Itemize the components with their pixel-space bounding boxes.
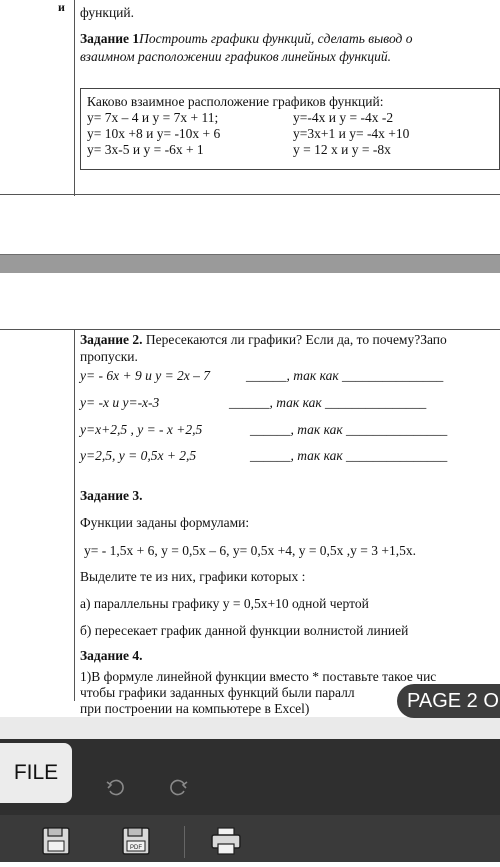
task4-line2: чтобы графики заданных функций были паралл (80, 685, 355, 700)
table-left-column-2 (0, 329, 75, 701)
left-column-mark: и (58, 0, 65, 14)
task2-text: Пересекаются ли графики? Если да, то почему?Запо (142, 332, 447, 347)
file-button-label[interactable]: FILE (13, 761, 59, 784)
intro-line: функций. (80, 5, 134, 20)
save-pdf-button[interactable] (110, 822, 162, 862)
document-page-1 (0, 0, 500, 196)
task2-row-1-blank: ______, так как _______________ (246, 368, 444, 383)
toolbar-divider (184, 826, 185, 858)
box-row-3-left: y= 3x-5 и y = -6x + 1 (87, 142, 204, 157)
task3-label: Задание 3. (80, 488, 143, 503)
undo-icon[interactable] (104, 776, 126, 798)
print-button[interactable] (200, 822, 252, 862)
document-page-2 (0, 329, 500, 701)
task2-text2: пропуски. (80, 349, 138, 364)
table-left-column (0, 0, 75, 196)
task4-label: Задание 4. (80, 648, 143, 663)
box-row-1-right: y=-4x и y = -4x -2 (293, 110, 394, 125)
page-indicator-badge: PAGE 2 O (397, 684, 500, 718)
pdf-icon (110, 822, 162, 862)
box-title: Каково взаимное расположение графиков функций: (87, 94, 384, 109)
box-row-2-right: y=3x+1 и y= -4x +10 (293, 126, 410, 141)
box-row-1-left: y= 7x – 4 и y = 7x + 11; (87, 110, 219, 125)
print-icon (200, 822, 252, 862)
save-button[interactable] (30, 822, 82, 862)
svg-text:PDF: PDF (130, 845, 142, 851)
table-top-border (0, 329, 500, 330)
task3-formulas: y= - 1,5x + 6, y = 0,5x – 6, y= 0,5x +4, y = 0,5x ,y = 3 +1,5x. (84, 543, 417, 558)
task3-intro: Функции заданы формулами: (80, 515, 250, 530)
task3-option-b: б) пересекает график данной функции волнистой линией (80, 623, 409, 638)
task1-text-a: Построить графики функций, сделать вывод о (139, 31, 413, 46)
page-separator (0, 254, 500, 274)
task2-row-4-blank: ______, так как _______________ (250, 448, 448, 463)
task2-row-2-eq: y= -x и y=-x-3 (80, 395, 160, 410)
task2-label: Задание 2. (80, 332, 143, 347)
task4-line1: 1)В формуле линейной функции вместо * поставьте такое чис (80, 669, 437, 684)
equations-box (80, 88, 500, 170)
task4-line3: при построении на компьютере в Excel) (80, 701, 310, 716)
redo-icon[interactable] (168, 776, 190, 798)
document-bottom-area (0, 717, 500, 739)
task2-row-3-blank: ______, так как _______________ (250, 422, 448, 437)
box-row-2-left: y= 10x +8 и y= -10x + 6 (87, 126, 221, 141)
task3-option-a: а) параллельны графику у = 0,5х+10 одной чертой (80, 596, 369, 611)
page-gap-2 (0, 273, 500, 329)
task2-row-2-blank: ______, так как _______________ (229, 395, 427, 410)
task3-select: Выделите те из них, графики которых : (80, 569, 306, 584)
save-icon (30, 822, 82, 862)
task1-label: Задание 1 (80, 31, 140, 46)
table-bottom-border (0, 194, 500, 195)
task2-row-1-eq: y= - 6x + 9 и y = 2x – 7 (80, 368, 211, 383)
box-row-3-right: y = 12 x и y = -8x (293, 142, 391, 157)
page-gap (0, 196, 500, 254)
task1-text-b: взаимном расположении графиков линейных функций. (80, 49, 391, 64)
task2-row-3-eq: y=x+2,5 , y = - x +2,5 (80, 422, 203, 437)
task2-heading (80, 331, 447, 348)
task1-heading (80, 30, 413, 47)
task2-row-4-eq: y=2,5, y = 0,5x + 2,5 (80, 448, 197, 463)
